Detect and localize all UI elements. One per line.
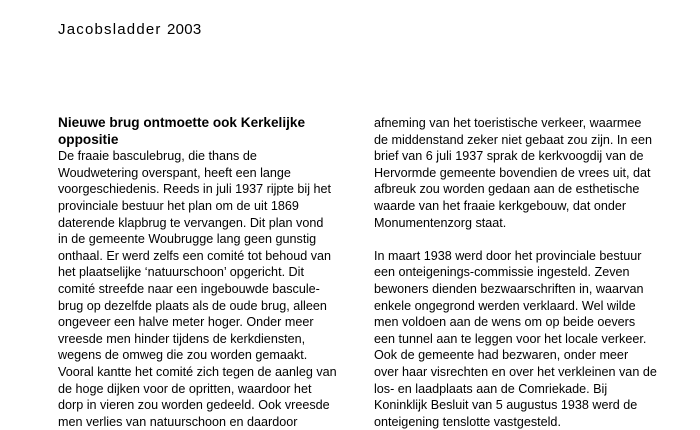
article-body-left (58, 148, 358, 430)
body-line: een onteigenings-commissie ingesteld. Zeven (374, 265, 630, 280)
body-line: Koninklijk Besluit van 5 augustus 1938 werd de (374, 398, 638, 413)
body-line: men verlies van natuurschoon en daardoor (58, 414, 298, 429)
body-line: brief van 6 juli 1937 sprak de kerkvoogdij van de (374, 149, 644, 164)
body-line: In maart 1938 werd door het provinciale bestuur (374, 248, 642, 263)
body-line: brug op dezelfde plaats als de oude brug, alleen (58, 298, 327, 313)
publication-year: 2003 (167, 21, 202, 38)
body-line: Monumentenzorg staat. (374, 215, 507, 230)
body-line: voorgeschiedenis. Reeds in juli 1937 rijpte bij het (58, 182, 332, 197)
article-title-line: Nieuwe brug ontmoette ook Kerkelijke (58, 115, 306, 130)
body-line: afneming van het toeristische verkeer, waarmee (374, 116, 642, 130)
publication-name: Jacobsladder (58, 21, 162, 38)
body-line: ongeveer een halve meter hoger. Onder meer (58, 315, 314, 330)
article-paragraph-1 (374, 115, 674, 231)
body-line: De fraaie basculebrug, die thans de (58, 149, 257, 164)
article-paragraph-2 (374, 248, 674, 430)
body-line: Vooral kantte het comité zich tegen de aanleg van (58, 364, 337, 379)
page-header (58, 21, 202, 38)
article-title-line: oppositie (58, 131, 119, 147)
body-line: een tunnel aan te leggen voor het locale verkeer. (374, 331, 647, 346)
body-line: vreesde men hinder tijdens de kerkdiensten, (58, 331, 306, 346)
body-line: provinciale bestuur het plan om de uit 1869 (58, 198, 299, 213)
body-line: in de gemeente Woubrugge lang geen gunstig (58, 232, 317, 247)
body-line: los- en laadplaats aan de Comriekade. Bij (374, 381, 608, 396)
body-line: afbreuk zou worden gedaan aan de esthetische (374, 182, 640, 197)
body-line: de hoge dijken voor de opritten, waardoor het (58, 381, 312, 396)
article-right-column (374, 115, 674, 430)
body-line: onteigening tenslotte vastgesteld. (374, 414, 561, 429)
body-line: enkele ongegrond werden verklaard. Wel wilde (374, 298, 636, 313)
body-line: wegens de omweg die zou worden gemaakt. (58, 348, 308, 363)
body-line: Hervormde gemeente bovendien de vrees uit, dat (374, 165, 651, 180)
article-title (58, 115, 358, 148)
article-left-column (58, 115, 358, 430)
paragraph-spacer (374, 231, 674, 248)
body-line: Ook de gemeente had bezwaren, onder meer (374, 348, 629, 363)
body-line: het plaatselijke ‘natuurschoon’ opgericht. Dit (58, 265, 304, 280)
body-line: de middenstand zeker niet gebaat zou zijn. In een (374, 132, 652, 147)
body-line: bewoners dienden bezwaarschriften in, waarvan (374, 281, 644, 296)
body-line: men voldoen aan de wens om op beide oevers (374, 315, 636, 330)
body-line: daterende klapbrug te vervangen. Dit plan vond (58, 215, 324, 230)
body-line: comité streefde naar een ingebouwde bascule- (58, 281, 320, 296)
body-line: over haar visrechten en over het verkleinen van de (374, 364, 657, 379)
body-line: Woudwetering overspant, heeft een lange (58, 165, 291, 180)
body-line: onthaal. Er werd zelfs een comité tot behoud van (58, 248, 332, 263)
body-line: dorp in vieren zou worden gedeeld. Ook vreesde (58, 398, 330, 413)
body-line: waarde van het fraaie kerkgebouw, dat onder (374, 198, 627, 213)
